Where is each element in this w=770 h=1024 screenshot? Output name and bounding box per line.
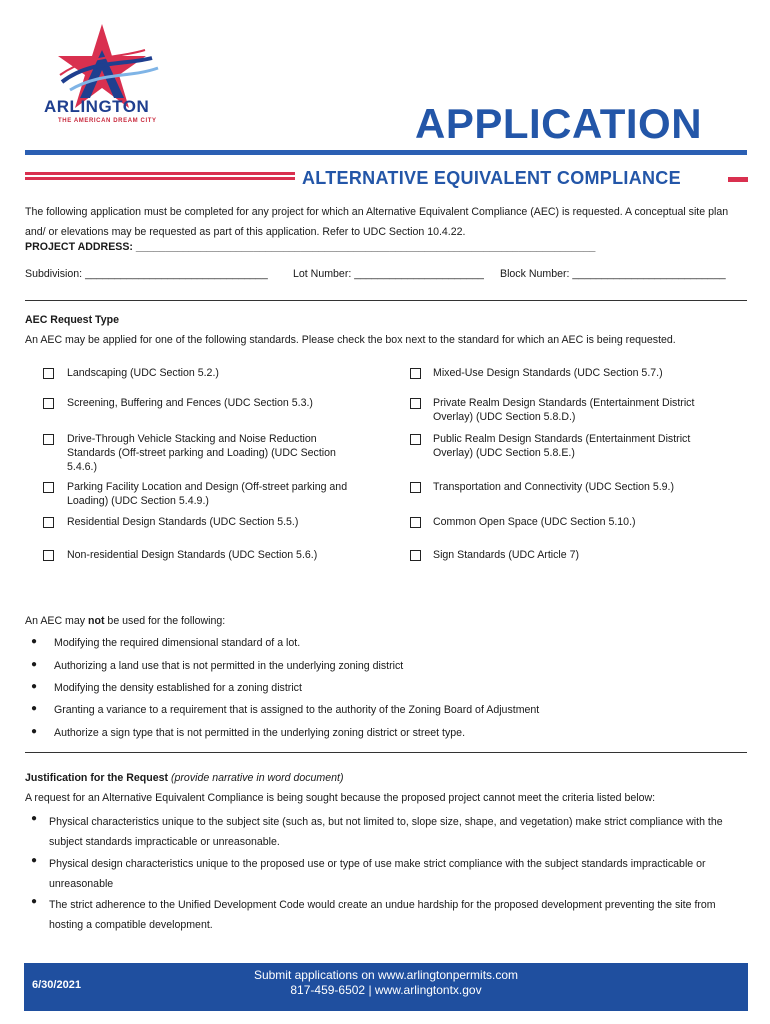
option-label: Landscaping (UDC Section 5.2.) bbox=[67, 367, 219, 379]
intro-text: The following application must be completed for any project for which an Alternative Equivalent Compliance (AEC) is requested. A conceptual site plan and/ or elevations may be requested as part of this application. Refer to UDC Section 10.4.22. bbox=[25, 206, 729, 238]
title-rule bbox=[25, 150, 747, 155]
footer-bar bbox=[24, 963, 748, 1011]
heading-note: (provide narrative in word document) bbox=[168, 772, 344, 784]
bullet-icon: ● bbox=[31, 813, 38, 824]
justification-lead: A request for an Alternative Equivalent Compliance is being sought because the proposed project cannot meet the criteria listed below: bbox=[25, 792, 656, 804]
option-label: Screening, Buffering and Fences (UDC Section 5.3.) bbox=[67, 397, 313, 409]
bullet-icon: ● bbox=[31, 703, 38, 714]
option-label: Non-residential Design Standards (UDC Section 5.6.) bbox=[67, 549, 318, 561]
list-item: Modifying the density established for a zoning district bbox=[54, 682, 302, 694]
option-label: Mixed-Use Design Standards (UDC Section 5.7.) bbox=[433, 367, 663, 379]
checkbox-landscaping[interactable] bbox=[43, 368, 54, 379]
project-address-field[interactable]: PROJECT ADDRESS: ______________________________________________________________________________ bbox=[25, 241, 596, 253]
block-number-field[interactable]: Block Number: __________________________ bbox=[500, 268, 726, 280]
bullet-icon: ● bbox=[31, 681, 38, 692]
bullet-icon: ● bbox=[31, 636, 38, 647]
bullet-icon: ● bbox=[31, 726, 38, 737]
lead-emphasis: not bbox=[88, 615, 105, 627]
bullet-icon: ● bbox=[31, 896, 38, 907]
divider bbox=[25, 752, 747, 753]
section-heading-justification bbox=[25, 771, 344, 785]
divider bbox=[25, 300, 747, 301]
checkbox-common-open-space[interactable] bbox=[410, 517, 421, 528]
option-label: Residential Design Standards (UDC Section 5.5.) bbox=[67, 516, 299, 528]
section-heading-request-type: AEC Request Type bbox=[25, 314, 119, 326]
option-label: Transportation and Connectivity (UDC Section 5.9.) bbox=[433, 481, 675, 493]
list-item: Granting a variance to a requirement that is assigned to the authority of the Zoning Board of Adjustment bbox=[54, 704, 540, 716]
list-item: The strict adherence to the Unified Development Code would create an undue hardship for the proposed development preventing the site from hosting a compatible development. bbox=[49, 899, 716, 931]
option-label: Parking Facility Location and Design (Off-street parking and Loading) (UDC Section 5.4.9.) bbox=[67, 481, 348, 507]
list-item: Authorizing a land use that is not permitted in the underlying zoning district bbox=[54, 660, 404, 672]
page-title: APPLICATION bbox=[415, 100, 703, 147]
footer-date: 6/30/2021 bbox=[32, 979, 81, 991]
checkbox-nonresidential-design[interactable] bbox=[43, 550, 54, 561]
bullet-icon: ● bbox=[31, 659, 38, 670]
checkbox-screening[interactable] bbox=[43, 398, 54, 409]
heading-text: Justification for the Request bbox=[25, 772, 169, 784]
option-label: Public Realm Design Standards (Entertainment District Overlay) (UDC Section 5.8.E.) bbox=[433, 433, 691, 459]
checkbox-parking-facility[interactable] bbox=[43, 482, 54, 493]
not-used-lead bbox=[25, 614, 225, 628]
option-label: Common Open Space (UDC Section 5.10.) bbox=[433, 516, 636, 528]
lead-text: An AEC may bbox=[25, 615, 88, 627]
page-subtitle: ALTERNATIVE EQUIVALENT COMPLIANCE bbox=[302, 168, 681, 188]
option-label: Sign Standards (UDC Article 7) bbox=[433, 549, 580, 561]
list-item: Authorize a sign type that is not permitted in the underlying zoning district or street type. bbox=[54, 727, 466, 739]
red-stripe-right bbox=[728, 177, 748, 182]
logo-tagline: THE AMERICAN DREAM CITY bbox=[58, 118, 157, 124]
list-item: Physical design characteristics unique to the proposed use or type of use make strict compliance with the subject standards impracticable or unreasonable bbox=[49, 858, 706, 890]
bullet-icon: ● bbox=[31, 855, 38, 866]
lead-text: be used for the following: bbox=[104, 615, 226, 627]
footer-submit-link[interactable]: Submit applications on www.arlingtonpermits.com bbox=[253, 968, 519, 982]
red-stripe-left-2 bbox=[25, 177, 295, 180]
option-label: Drive-Through Vehicle Stacking and Noise Reduction Standards (Off-street parking and Loading) (UDC Section 5.4.6.) bbox=[67, 433, 336, 473]
checkbox-residential-design[interactable] bbox=[43, 517, 54, 528]
logo-name: ARLINGTON bbox=[44, 97, 150, 116]
checkbox-sign-standards[interactable] bbox=[410, 550, 421, 561]
option-label: Private Realm Design Standards (Entertainment District Overlay) (UDC Section 5.8.D.) bbox=[433, 397, 695, 423]
checkbox-mixed-use[interactable] bbox=[410, 368, 421, 379]
checkbox-private-realm[interactable] bbox=[410, 398, 421, 409]
subdivision-field[interactable]: Subdivision: _______________________________ bbox=[25, 268, 268, 280]
list-item: Physical characteristics unique to the subject site (such as, but not limited to, slope size, shape, and vegetation) make strict compliance with the subject standards impracticable or unreasonable. bbox=[49, 816, 723, 848]
request-type-description: An AEC may be applied for one of the following standards. Please check the box next to the standard for which an AEC is being requested. bbox=[25, 334, 676, 346]
checkbox-drive-through[interactable] bbox=[43, 434, 54, 445]
checkbox-public-realm[interactable] bbox=[410, 434, 421, 445]
checkbox-transportation[interactable] bbox=[410, 482, 421, 493]
footer-contact[interactable]: 817-459-6502 | www.arlingtontx.gov bbox=[290, 983, 482, 997]
lot-number-field[interactable]: Lot Number: ______________________ bbox=[293, 268, 484, 280]
red-stripe-left bbox=[25, 172, 295, 175]
list-item: Modifying the required dimensional standard of a lot. bbox=[54, 637, 301, 649]
